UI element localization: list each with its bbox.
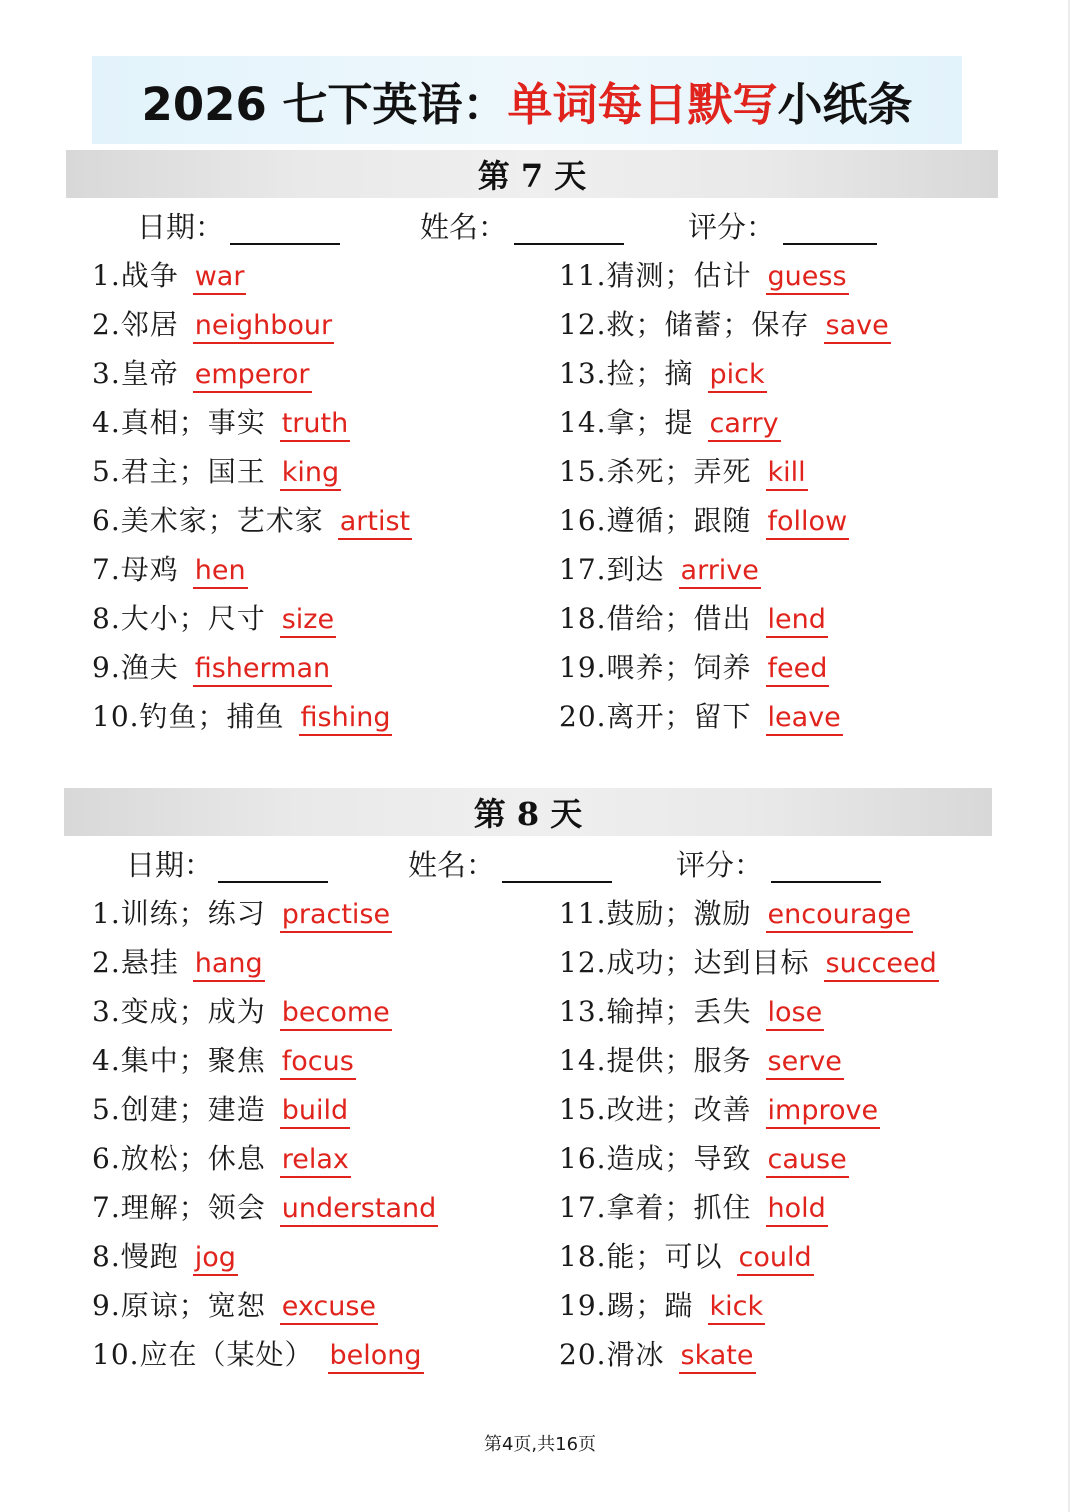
chinese-meaning: 3.皇帝 (92, 357, 179, 390)
english-answer: could (737, 1242, 814, 1276)
chinese-meaning: 1.战争 (92, 259, 179, 292)
english-answer: lend (766, 604, 828, 638)
word-item (559, 1090, 880, 1130)
english-answer: follow (766, 506, 850, 540)
english-answer: fisherman (193, 653, 332, 687)
date-blank[interactable] (230, 243, 340, 245)
chinese-meaning: 4.真相；事实 (92, 406, 266, 439)
word-item (92, 1188, 438, 1228)
word-item (92, 1286, 378, 1326)
score-blank[interactable] (783, 243, 877, 245)
english-answer: focus (280, 1046, 356, 1080)
chinese-meaning: 9.原谅；宽恕 (92, 1289, 266, 1322)
english-answer: emperor (193, 359, 312, 393)
word-item (92, 256, 246, 296)
chinese-meaning: 7.理解；领会 (92, 1191, 266, 1224)
word-item (92, 1090, 350, 1130)
word-item (92, 992, 392, 1032)
date-label: 日期： (137, 210, 225, 244)
chinese-meaning: 18.借给；借出 (559, 602, 752, 635)
english-answer: understand (280, 1193, 439, 1227)
chinese-meaning: 2.邻居 (92, 308, 179, 341)
english-answer: pick (708, 359, 767, 393)
word-item (559, 648, 829, 688)
chinese-meaning: 19.喂养；饲养 (559, 651, 752, 684)
english-answer: carry (708, 408, 781, 442)
english-answer: artist (338, 506, 412, 540)
chinese-meaning: 15.改进；改善 (559, 1093, 752, 1126)
chinese-meaning: 16.造成；导致 (559, 1142, 752, 1175)
english-answer: lose (766, 997, 825, 1031)
chinese-meaning: 15.杀死；弄死 (559, 455, 752, 488)
chinese-meaning: 5.创建；建造 (92, 1093, 266, 1126)
word-item (559, 697, 843, 737)
chinese-meaning: 6.美术家；艺术家 (92, 504, 324, 537)
name-label: 姓名： (420, 210, 508, 244)
english-answer: serve (766, 1046, 844, 1080)
date-label: 日期： (126, 848, 214, 882)
english-answer: leave (766, 702, 843, 736)
word-item (92, 697, 392, 737)
english-answer: hen (193, 555, 248, 589)
word-item (92, 1041, 356, 1081)
chinese-meaning: 10.应在（某处） (92, 1338, 314, 1371)
chinese-meaning: 2.悬挂 (92, 946, 179, 979)
word-item (92, 403, 350, 443)
score-blank[interactable] (771, 881, 881, 883)
chinese-meaning: 9.渔夫 (92, 651, 179, 684)
word-item (92, 452, 341, 492)
english-answer: neighbour (193, 310, 334, 344)
word-item (559, 992, 824, 1032)
word-item (92, 894, 392, 934)
word-item (92, 305, 334, 345)
word-item (559, 403, 781, 443)
word-item (92, 1237, 238, 1277)
english-answer: kick (708, 1291, 766, 1325)
score-label: 评分： (688, 210, 776, 244)
word-item (92, 1335, 424, 1375)
chinese-meaning: 20.滑冰 (559, 1338, 665, 1371)
word-item (559, 501, 849, 541)
word-item (92, 943, 265, 983)
english-answer: truth (280, 408, 351, 442)
english-answer: relax (280, 1144, 351, 1178)
word-item (559, 354, 767, 394)
english-answer: save (824, 310, 891, 344)
english-answer: jog (193, 1242, 238, 1276)
chinese-meaning: 4.集中；聚焦 (92, 1044, 266, 1077)
chinese-meaning: 14.提供；服务 (559, 1044, 752, 1077)
english-answer: skate (679, 1340, 756, 1374)
title-suffix: 小纸条 (777, 77, 913, 131)
page-footer: 第4页,共16页 (483, 1434, 597, 1455)
title-prefix: 2026 七下英语： (141, 77, 508, 131)
chinese-meaning: 12.成功；达到目标 (559, 946, 810, 979)
word-item (92, 599, 336, 639)
title-highlight: 单词每日默写 (507, 77, 778, 131)
chinese-meaning: 5.君主；国王 (92, 455, 266, 488)
word-item (559, 1335, 756, 1375)
info-row (0, 843, 1080, 887)
chinese-meaning: 13.捡；摘 (559, 357, 694, 390)
chinese-meaning: 1.训练；练习 (92, 897, 266, 930)
word-item (559, 1237, 814, 1277)
chinese-meaning: 13.输掉；丢失 (559, 995, 752, 1028)
word-item (559, 599, 828, 639)
english-answer: arrive (679, 555, 761, 589)
chinese-meaning: 11.鼓励；激励 (559, 897, 752, 930)
chinese-meaning: 14.拿；提 (559, 406, 694, 439)
name-label: 姓名： (408, 848, 496, 882)
chinese-meaning: 17.到达 (559, 553, 665, 586)
chinese-meaning: 17.拿着；抓住 (559, 1191, 752, 1224)
chinese-meaning: 20.离开；留下 (559, 700, 752, 733)
english-answer: cause (766, 1144, 849, 1178)
chinese-meaning: 6.放松；休息 (92, 1142, 266, 1175)
word-item (92, 1139, 351, 1179)
english-answer: fishing (299, 702, 393, 736)
chinese-meaning: 8.慢跑 (92, 1240, 179, 1273)
english-answer: succeed (824, 948, 939, 982)
english-answer: become (280, 997, 392, 1031)
english-answer: encourage (766, 899, 914, 933)
english-answer: hang (193, 948, 265, 982)
word-item (559, 1188, 828, 1228)
chinese-meaning: 7.母鸡 (92, 553, 179, 586)
chinese-meaning: 19.踢；踹 (559, 1289, 694, 1322)
english-answer: practise (280, 899, 392, 933)
english-answer: build (280, 1095, 350, 1129)
chinese-meaning: 10.钓鱼；捕鱼 (92, 700, 285, 733)
english-answer: king (280, 457, 341, 491)
english-answer: hold (766, 1193, 828, 1227)
word-item (559, 1139, 849, 1179)
info-row (0, 205, 1080, 249)
word-item (559, 256, 849, 296)
word-item (559, 550, 761, 590)
english-answer: feed (766, 653, 830, 687)
english-answer: war (193, 261, 247, 295)
word-item (559, 1041, 844, 1081)
day-header: 第 7 天 (66, 150, 998, 198)
word-item (559, 943, 939, 983)
word-item (559, 894, 913, 934)
english-answer: guess (766, 261, 849, 295)
chinese-meaning: 16.遵循；跟随 (559, 504, 752, 537)
word-item (92, 550, 248, 590)
chinese-meaning: 3.变成；成为 (92, 995, 266, 1028)
title-banner (92, 56, 962, 144)
word-item (92, 354, 312, 394)
name-blank[interactable] (514, 243, 624, 245)
word-item (559, 305, 891, 345)
english-answer: improve (766, 1095, 881, 1129)
word-item (92, 648, 332, 688)
name-blank[interactable] (502, 881, 612, 883)
chinese-meaning: 8.大小；尺寸 (92, 602, 266, 635)
word-item (92, 501, 412, 541)
date-blank[interactable] (218, 881, 328, 883)
day-header: 第 8 天 (64, 788, 992, 836)
chinese-meaning: 11.猜测；估计 (559, 259, 752, 292)
english-answer: kill (766, 457, 808, 491)
english-answer: excuse (280, 1291, 378, 1325)
chinese-meaning: 18.能；可以 (559, 1240, 723, 1273)
word-item (559, 1286, 765, 1326)
score-label: 评分： (676, 848, 764, 882)
english-answer: size (280, 604, 336, 638)
chinese-meaning: 12.救；储蓄；保存 (559, 308, 810, 341)
word-item (559, 452, 808, 492)
english-answer: belong (328, 1340, 424, 1374)
